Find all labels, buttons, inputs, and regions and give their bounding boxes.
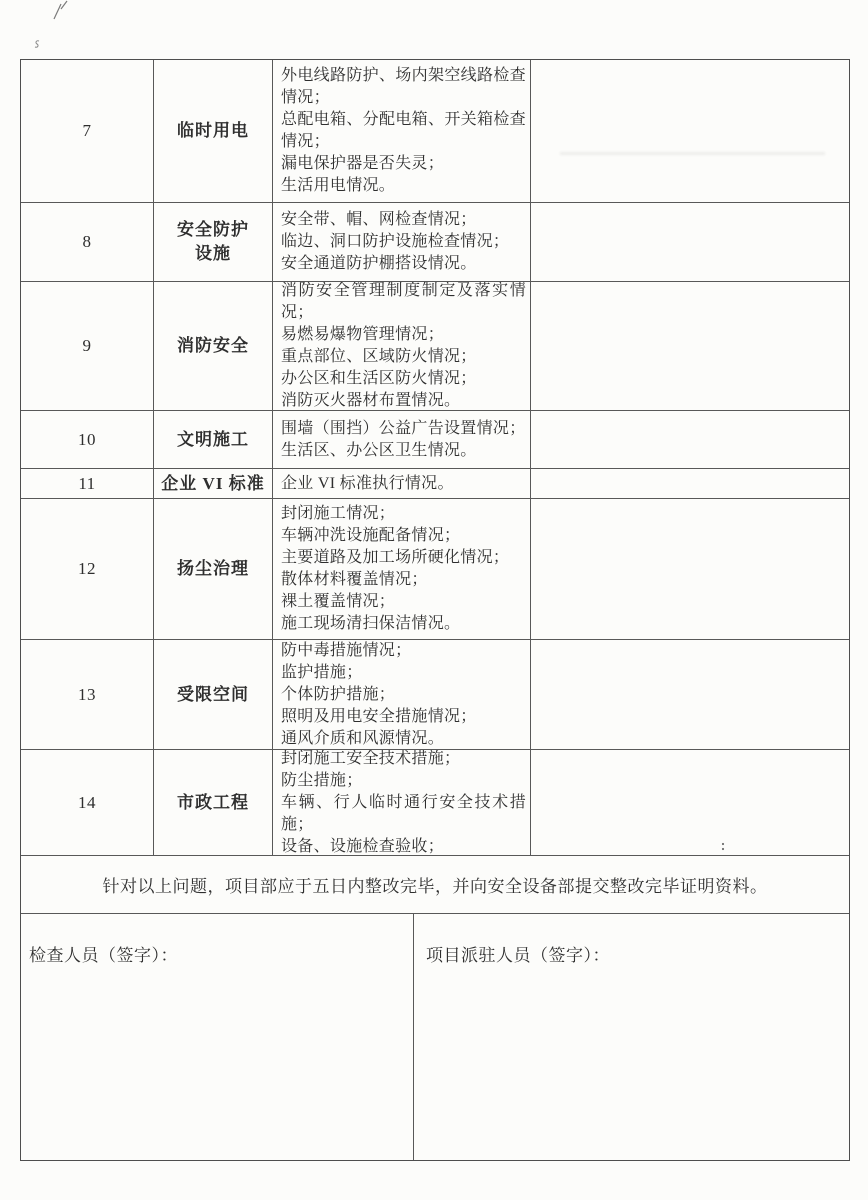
category-label: 文明施工 <box>177 429 249 449</box>
category-cell <box>154 282 273 410</box>
checklist-item: 安全带、帽、网检查情况； <box>281 211 477 228</box>
checklist-item: 施工现场清扫保洁情况。 <box>281 615 461 632</box>
inspection-result-cell <box>531 282 849 410</box>
inspection-result-cell <box>531 411 849 468</box>
category-label: 安全防护 <box>177 220 249 239</box>
checklist-cell <box>273 750 531 855</box>
category-label: 扬尘治理 <box>177 559 249 578</box>
inspection-result-cell <box>531 750 849 855</box>
inspector-signature-label: 检查人员（签字）： <box>29 946 178 965</box>
checklist-item: 车辆、行人临时通行安全技术措施； <box>281 793 526 833</box>
table-row <box>21 469 849 499</box>
category-label: 企业 VI 标准 <box>161 473 265 493</box>
checklist-item: 主要道路及加工场所硬化情况； <box>281 549 510 566</box>
checklist-item: 安全通道防护棚搭设情况。 <box>281 255 477 272</box>
checklist-cell <box>273 411 531 468</box>
table-row <box>21 499 849 640</box>
row-number-cell: 14 <box>21 750 154 855</box>
row-number-cell: 9 <box>21 282 154 410</box>
row-number-cell: 12 <box>21 499 154 639</box>
checklist-item: 外电线路防护、场内架空线路检查情况； <box>281 67 526 106</box>
checklist-cell <box>273 282 531 410</box>
checklist-cell <box>273 640 531 749</box>
checklist-item: 生活区、办公区卫生情况。 <box>281 441 477 459</box>
inspection-result-cell <box>531 499 849 639</box>
checklist-item: 临边、洞口防护设施检查情况； <box>281 233 510 250</box>
checklist-item: 总配电箱、分配电箱、开关箱检查情况； <box>281 111 526 150</box>
checklist-item: 封闭施工情况； <box>281 505 396 522</box>
checklist-item: 防尘措施； <box>281 771 363 789</box>
category-cell <box>154 750 273 855</box>
checklist-item: 散体材料覆盖情况； <box>281 571 428 588</box>
table-row <box>21 411 849 469</box>
signature-row <box>21 914 849 1160</box>
category-cell <box>154 203 273 281</box>
inspection-table <box>20 59 850 1161</box>
table-row <box>21 60 849 203</box>
checklist-item: 个体防护措施； <box>281 685 396 703</box>
category-label: 市政工程 <box>177 792 249 812</box>
checklist-item: 围墙（围挡）公益广告设置情况； <box>281 419 526 437</box>
category-label: 消防安全 <box>177 336 249 355</box>
pen-mark-artifact <box>42 0 76 20</box>
category-label: 临时用电 <box>177 121 249 140</box>
checklist-item: 通风介质和风源情况。 <box>281 729 445 747</box>
category-cell <box>154 640 273 749</box>
checklist-item: 监护措施； <box>281 663 363 681</box>
inspection-rows <box>21 60 849 856</box>
checklist-cell <box>273 60 531 202</box>
checklist-item: 照明及用电安全措施情况； <box>281 707 477 725</box>
category-cell <box>154 411 273 468</box>
rectification-note: 针对以上问题，项目部应于五日内整改完毕，并向安全设备部提交整改完毕证明资料。 <box>102 877 768 896</box>
checklist-item: 消防灭火器材布置情况。 <box>281 392 461 409</box>
checklist-item: 设备、设施检查验收； <box>281 837 445 855</box>
table-row <box>21 750 849 856</box>
table-row <box>21 282 849 411</box>
project-rep-signature-cell <box>414 914 849 1160</box>
checklist-item: 防中毒措施情况； <box>281 641 412 659</box>
checklist-item: 生活用电情况。 <box>281 177 396 194</box>
category-cell <box>154 469 273 498</box>
checklist-item: 重点部位、区域防火情况； <box>281 348 477 365</box>
inspection-result-cell <box>531 60 849 202</box>
inspection-result-cell <box>531 203 849 281</box>
checklist-cell <box>273 203 531 281</box>
rectification-note-row <box>21 856 849 914</box>
row-number-cell: 10 <box>21 411 154 468</box>
checklist-item: 办公区和生活区防火情况； <box>281 370 477 387</box>
checklist-item: 消防安全管理制度制定及落实情况； <box>281 282 526 321</box>
category-cell <box>154 60 273 202</box>
checklist-cell <box>273 469 531 498</box>
small-speck-artifact <box>33 39 41 49</box>
checklist-item: 漏电保护器是否失灵； <box>281 155 445 172</box>
category-label: 设施 <box>195 244 231 263</box>
checklist-item: 企业 VI 标准执行情况。 <box>281 474 454 492</box>
row-number-cell: 7 <box>21 60 154 202</box>
inspection-result-cell <box>531 469 849 498</box>
table-row <box>21 640 849 750</box>
inspection-result-cell <box>531 640 849 749</box>
inspector-signature-cell <box>21 914 414 1160</box>
checklist-item: 易燃易爆物管理情况； <box>281 326 445 343</box>
project-rep-signature-label: 项目派驻人员（签字）： <box>426 946 610 965</box>
checklist-item: 裸土覆盖情况； <box>281 593 396 610</box>
checklist-item: 封闭施工安全技术措施； <box>281 750 461 767</box>
row-number-cell: 13 <box>21 640 154 749</box>
checklist-cell <box>273 499 531 639</box>
category-label: 受限空间 <box>177 684 249 704</box>
category-cell <box>154 499 273 639</box>
checklist-item: 车辆冲洗设施配备情况； <box>281 527 461 544</box>
row-number-cell: 11 <box>21 469 154 498</box>
row-number-cell: 8 <box>21 203 154 281</box>
table-row <box>21 203 849 282</box>
